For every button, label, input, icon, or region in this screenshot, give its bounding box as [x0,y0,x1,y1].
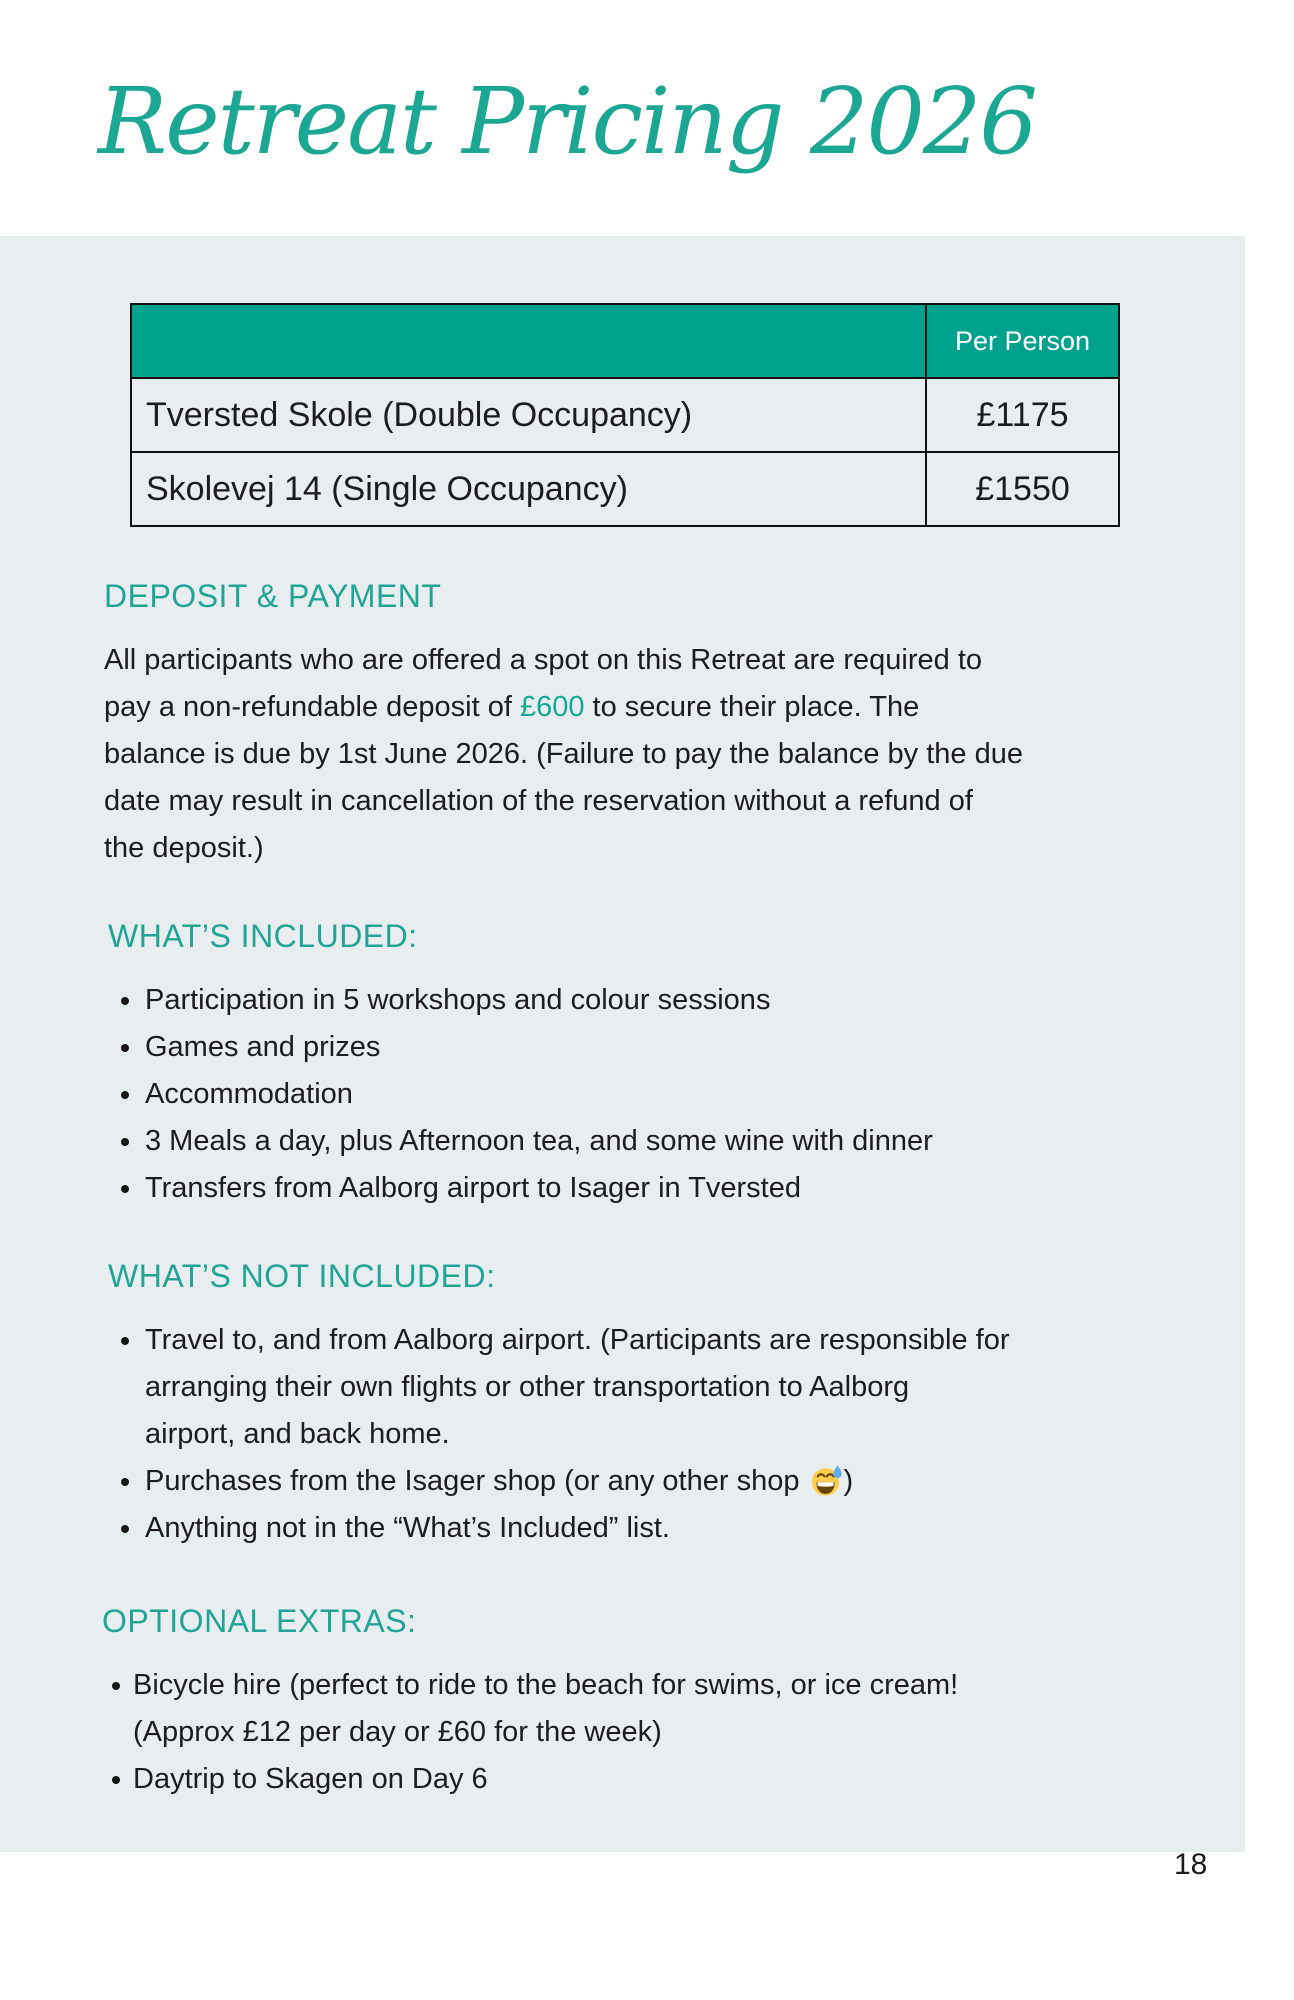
bullet-line: Travel to, and from Aalborg airport. (Participants are responsible for [145,1324,1010,1356]
table-row [131,452,1119,526]
paragraph-line: All participants who are offered a spot on this Retreat are required to [104,644,983,676]
paragraph-line: date may result in cancellation of the reservation without a refund of [104,785,973,817]
whats-not-included-section [108,1257,1010,1552]
section-heading: WHAT’S NOT INCLUDED: [108,1258,496,1294]
list-item: 3 Meals a day, plus Afternoon tea, and some wine with dinner [145,1118,933,1165]
deposit-paragraph [104,637,1023,872]
deposit-payment-section [104,577,1023,872]
bullet-line: Bicycle hire (perfect to ride to the beach for swims, or ice cream! [133,1669,959,1701]
room-option-label: Tversted Skole (Double Occupancy) [131,378,926,452]
list-item: Daytrip to Skagen on Day 6 [133,1756,958,1803]
extras-list [102,1662,958,1803]
page-number: 18 [1174,1848,1208,1881]
list-item: Games and prizes [145,1024,933,1071]
list-item: Participation in 5 workshops and colour sessions [145,977,933,1024]
list-item [145,1317,1010,1458]
bullet-line: airport, and back home. [145,1418,450,1450]
bullet-text: Purchases from the Isager shop (or any other shop [145,1465,808,1497]
page-title: Retreat Pricing 2026 [98,68,1036,175]
whats-included-section [108,917,933,1212]
table-row [131,378,1119,452]
section-heading: WHAT’S INCLUDED: [108,918,418,954]
pricing-table [130,303,1120,527]
sweat-smile-emoji [810,1463,844,1497]
section-heading: OPTIONAL EXTRAS: [102,1603,417,1639]
paragraph-line [104,684,1023,731]
pricing-table-header-row [131,304,1119,378]
list-item [133,1662,958,1756]
included-list [108,977,933,1212]
deposit-amount: £600 [519,691,585,723]
paragraph-text: pay a non-refundable deposit of [104,691,520,723]
bullet-line: (Approx £12 per day or £60 for the week) [133,1716,662,1748]
room-option-label: Skolevej 14 (Single Occupancy) [131,452,926,526]
list-item [145,1458,1010,1505]
section-heading: DEPOSIT & PAYMENT [104,578,442,614]
list-item: Transfers from Aalborg airport to Isager in Tversted [145,1165,933,1212]
pricing-header-empty-cell [131,304,926,378]
list-item: Accommodation [145,1071,933,1118]
bullet-line: arranging their own flights or other transportation to Aalborg [145,1371,910,1403]
room-option-price: £1175 [926,378,1119,452]
list-item: Anything not in the “What’s Included” list. [145,1505,1010,1552]
pricing-header-per-person: Per Person [926,304,1119,378]
paragraph-text: to secure their place. The [584,691,920,723]
room-option-price: £1550 [926,452,1119,526]
paragraph-line: balance is due by 1st June 2026. (Failure to pay the balance by the due [104,738,1023,770]
bullet-text: ) [843,1465,854,1497]
not-included-list [108,1317,1010,1552]
optional-extras-section [102,1602,958,1803]
paragraph-line: the deposit.) [104,832,264,864]
